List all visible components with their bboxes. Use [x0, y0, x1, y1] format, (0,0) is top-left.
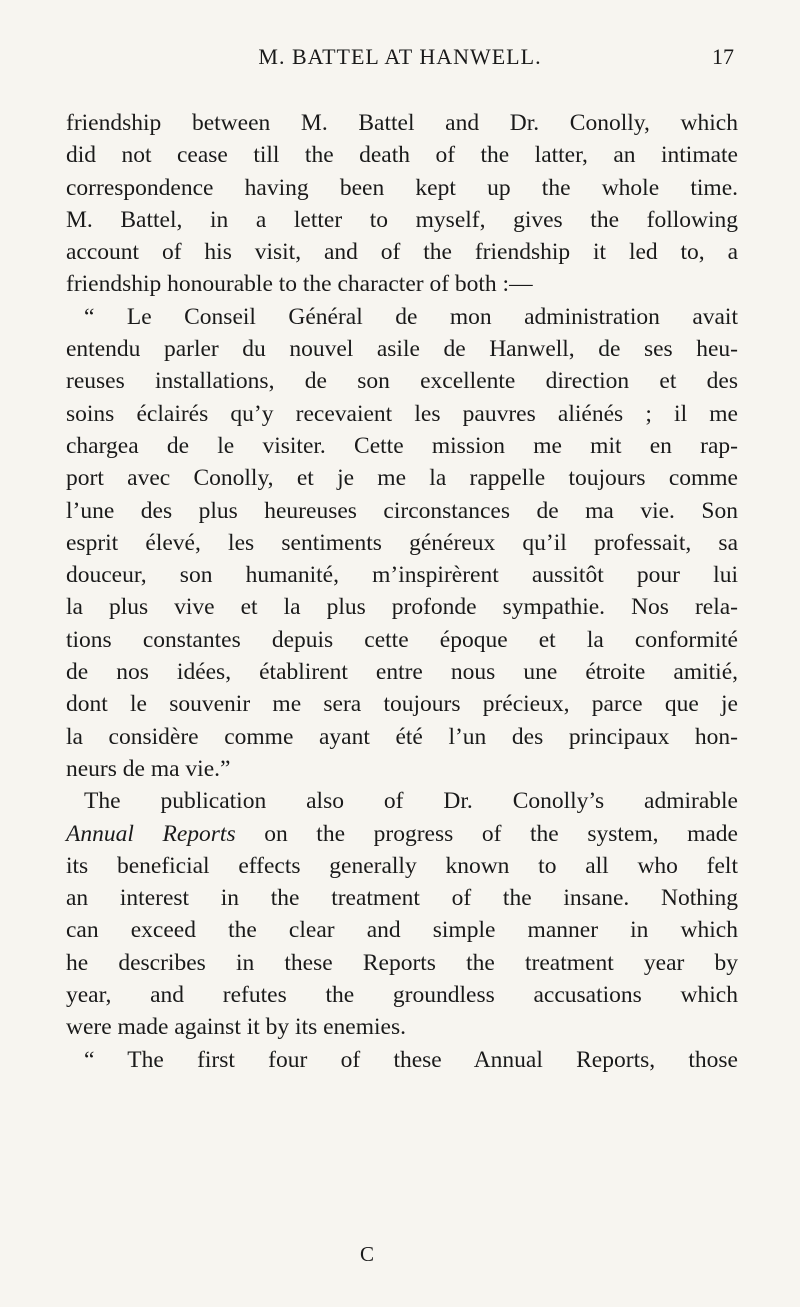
quote-line: neurs de ma vie.”	[66, 755, 231, 782]
text-line: friendship between M. Battel and Dr. Conolly, which	[66, 110, 738, 136]
text-line: correspondence having been kept up the whole time.	[66, 174, 738, 201]
quote-line: la plus vive et la plus profonde sympathie. Nos rela-	[66, 594, 738, 621]
page-number: 17	[712, 44, 734, 69]
quote-line: soins éclairés qu’y recevaient les pauvres aliénés ; il me	[66, 400, 738, 427]
running-head: M. BATTEL AT HANWELL.	[258, 44, 542, 69]
text-line: he describes in these Reports the treatment year by	[66, 949, 738, 976]
text-line: its beneficial effects generally known to all who felt	[66, 852, 738, 879]
text-line: account of his visit, and of the friendship it led to, a	[66, 239, 738, 266]
text-line: “ The first four of these Annual Reports, those	[84, 1046, 738, 1073]
text-line: did not cease till the death of the latter, an intimate	[66, 142, 738, 169]
text-line: year, and refutes the groundless accusations which	[66, 982, 738, 1009]
book-title: Annual Reports	[66, 820, 236, 847]
quote-line: esprit élevé, les sentiments généreux qu’il professait, sa	[66, 529, 738, 556]
quote-line: chargea de le visiter. Cette mission me mit en rap-	[66, 432, 738, 459]
text-line: were made against it by its enemies.	[66, 1014, 406, 1041]
signature-mark: C	[360, 1242, 375, 1266]
quote-line: de nos idées, établirent entre nous une étroite amitié,	[66, 659, 738, 686]
quote-line: dont le souvenir me sera toujours précieux, parce que je	[66, 691, 738, 718]
quote-line: entendu parler du nouvel asile de Hanwell, de ses heu-	[66, 336, 738, 363]
quote-line: tions constantes depuis cette époque et la conformité	[66, 626, 738, 653]
body-text	[66, 107, 738, 1076]
quote-line: douceur, son humanité, m’inspirèrent aussitôt pour lui	[66, 562, 738, 589]
text-line: an interest in the treatment of the insane. Nothing	[66, 885, 738, 912]
text-line: The publication also of Dr. Conolly’s admirable	[84, 788, 738, 815]
text-line: can exceed the clear and simple manner in which	[66, 917, 738, 944]
quote-line: l’une des plus heureuses circonstances de ma vie. Son	[66, 497, 738, 524]
quote-line: reuses installations, de son excellente direction et des	[66, 368, 738, 395]
text-line-rest: on the progress of the system, made	[235, 820, 738, 847]
text-line: friendship honourable to the character of both :—	[66, 271, 533, 298]
quote-line: la considère comme ayant été l’un des principaux hon-	[66, 723, 738, 750]
text-line	[66, 818, 738, 850]
quote-line: “ Le Conseil Général de mon administration avait	[84, 303, 738, 330]
text-line: M. Battel, in a letter to myself, gives the following	[66, 206, 738, 233]
page-header	[66, 44, 734, 74]
quote-line: port avec Conolly, et je me la rappelle toujours comme	[66, 465, 738, 492]
